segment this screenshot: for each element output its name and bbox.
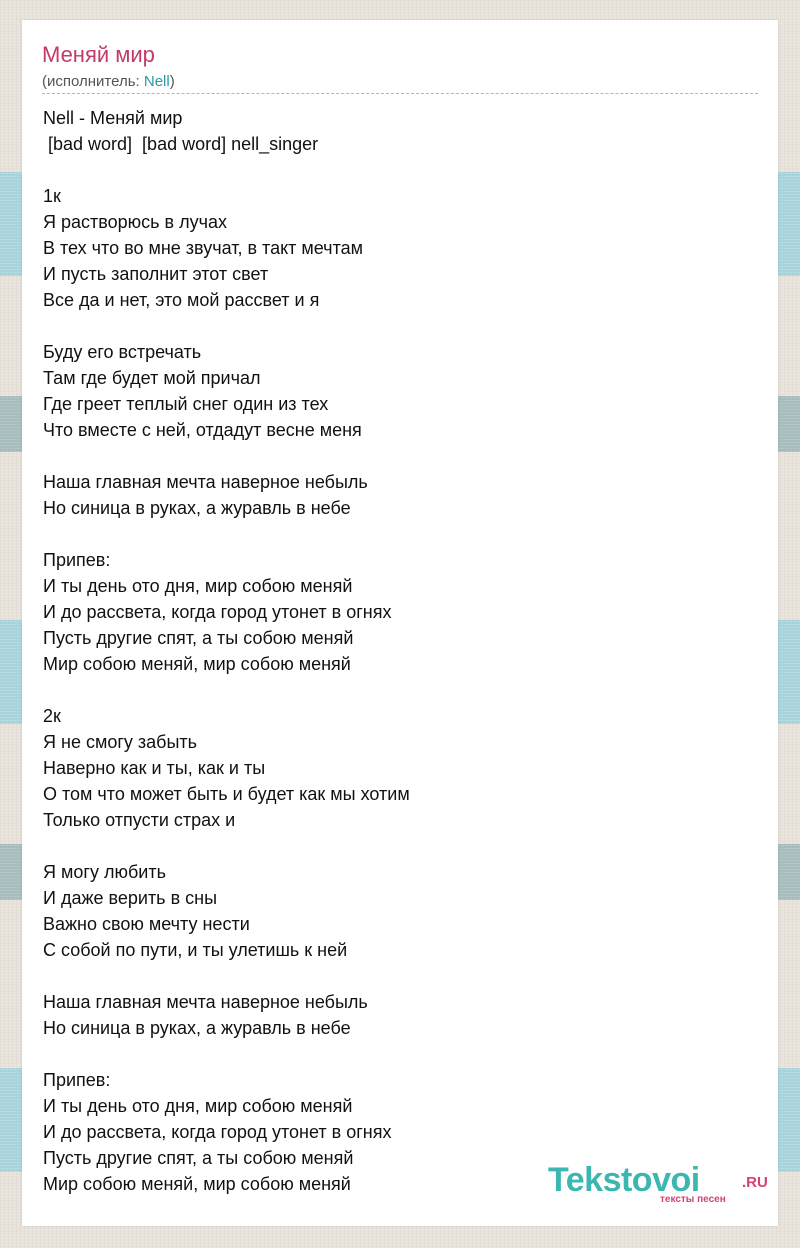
lyric-line: Припев: xyxy=(43,1070,111,1090)
lyric-line: Но синица в руках, а журавль в небе xyxy=(43,1018,351,1038)
lyric-line: Но синица в руках, а журавль в небе xyxy=(43,498,351,518)
lyric-line xyxy=(43,963,743,989)
lyric-line: Наша главная мечта наверное небыль xyxy=(43,992,368,1012)
lyric-line: 2к xyxy=(43,706,61,726)
lyric-line xyxy=(43,833,743,859)
lyric-line: О том что может быть и будет как мы хотим xyxy=(43,784,410,804)
lyric-line: И ты день ото дня, мир собою меняй xyxy=(43,1096,353,1116)
lyric-line: И до рассвета, когда город утонет в огнях xyxy=(43,602,392,622)
lyric-line: 1к xyxy=(43,186,61,206)
logo-wordmark: Tekstovoi xyxy=(548,1161,700,1199)
lyric-line: Я могу любить xyxy=(43,862,166,882)
lyric-line: И даже верить в сны xyxy=(43,888,218,908)
logo-tagline: тексты песен xyxy=(660,1194,726,1205)
lyric-line: В тех что во мне звучат, в такт мечтам xyxy=(43,238,363,258)
lyric-line: Наша главная мечта наверное небыль xyxy=(43,472,368,492)
lyric-line xyxy=(43,313,743,339)
lyric-line: Все да и нет, это мой рассвет и я xyxy=(43,290,320,310)
lyric-line: Что вместе с ней, отдадут весне меня xyxy=(43,420,362,440)
lyric-line: Там где будет мой причал xyxy=(43,368,261,388)
artist-line xyxy=(42,72,175,92)
lyric-line: [bad word] [bad word] nell_singer xyxy=(43,134,319,154)
lyric-line: И ты день ото дня, мир собою меняй xyxy=(43,576,353,596)
artist-prefix: (исполнитель: xyxy=(42,73,144,90)
lyric-line xyxy=(43,157,743,183)
lyric-line xyxy=(43,677,743,703)
lyric-line: Пусть другие спят, а ты собою меняй xyxy=(43,628,354,648)
lyric-line: Мир собою меняй, мир собою меняй xyxy=(43,654,351,674)
lyric-line: Я растворюсь в лучах xyxy=(43,212,227,232)
site-logo[interactable] xyxy=(548,1160,772,1206)
lyric-line: Буду его встречать xyxy=(43,342,202,362)
artist-link[interactable]: Nell xyxy=(143,73,170,90)
lyrics-text xyxy=(43,105,743,1197)
artist-suffix: ) xyxy=(169,73,175,90)
logo-domain: .RU xyxy=(742,1174,768,1191)
lyric-line xyxy=(43,521,743,547)
lyric-line: Наверно как и ты, как и ты xyxy=(43,758,266,778)
lyric-line: Важно свою мечту нести xyxy=(43,914,250,934)
lyric-line: Только отпусти страх и xyxy=(43,810,236,830)
lyric-line: Я не смогу забыть xyxy=(43,732,198,752)
lyric-line: С собой по пути, и ты улетишь к ней xyxy=(43,940,348,960)
lyric-line: И до рассвета, когда город утонет в огнях xyxy=(43,1122,392,1142)
lyric-line: Мир собою меняй, мир собою меняй xyxy=(43,1174,351,1194)
lyric-line: Где греет теплый снег один из тех xyxy=(43,394,329,414)
song-title: Меняй мир xyxy=(42,42,155,67)
lyrics-card xyxy=(22,20,778,1226)
lyric-line: Пусть другие спят, а ты собою меняй xyxy=(43,1148,354,1168)
lyric-line xyxy=(43,1041,743,1067)
lyric-line xyxy=(43,443,743,469)
title-divider xyxy=(42,93,758,94)
lyric-line: Припев: xyxy=(43,550,111,570)
lyric-line: Nell - Меняй мир xyxy=(43,108,183,128)
lyric-line: И пусть заполнит этот свет xyxy=(43,264,269,284)
